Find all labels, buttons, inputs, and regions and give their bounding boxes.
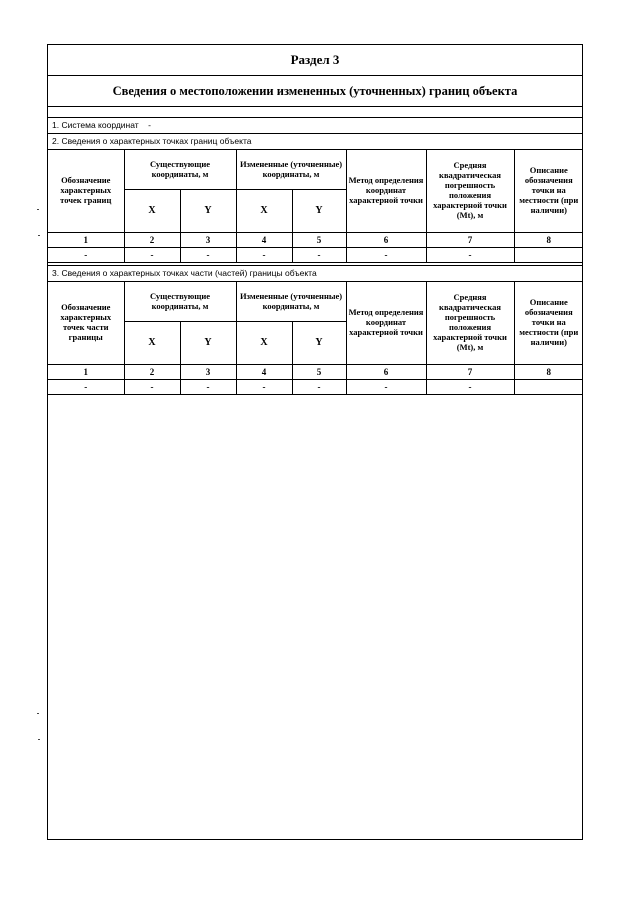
coord-system-label: 1. Система координат [52, 120, 139, 130]
header-method: Метод определения координат характерной точки [346, 149, 426, 232]
table-cell: - [124, 379, 180, 394]
table-cell [514, 379, 583, 394]
header-changed-x: X [236, 189, 292, 232]
col-number: 6 [346, 232, 426, 247]
col-number: 1 [48, 232, 124, 247]
table-cell: - [48, 247, 124, 262]
scan-speck [37, 713, 39, 714]
header-error: Средняя квадратическая погрешность положения характерной точки (Mt), м [426, 281, 514, 364]
section-title: Раздел 3 [48, 45, 582, 76]
col-number: 2 [124, 232, 180, 247]
header-existing: Существующие координаты, м [124, 281, 236, 321]
table1-caption: 2. Сведения о характерных точках границ объекта [48, 133, 582, 150]
table-cell: - [124, 247, 180, 262]
header-changed-y: Y [292, 321, 346, 364]
col-number: 3 [180, 364, 236, 379]
header-designation: Обозначение характерных точек части границы [48, 281, 124, 364]
header-existing-x: X [124, 189, 180, 232]
coord-system-line [48, 117, 582, 134]
table-cell: - [180, 379, 236, 394]
header-error: Средняя квадратическая погрешность положения характерной точки (Mt), м [426, 149, 514, 232]
table-cell: - [426, 247, 514, 262]
col-number: 8 [514, 364, 583, 379]
header-changed-y: Y [292, 189, 346, 232]
header-designation: Обозначение характерных точек границ [48, 149, 124, 232]
header-changed: Измененные (уточненные) координаты, м [236, 281, 346, 321]
part-boundary-points-table [48, 281, 583, 395]
col-number: 7 [426, 364, 514, 379]
header-existing-x: X [124, 321, 180, 364]
col-number: 4 [236, 232, 292, 247]
table-cell: - [346, 379, 426, 394]
col-number: 7 [426, 232, 514, 247]
table-row [48, 379, 583, 394]
scan-speck [37, 209, 39, 210]
column-numbers-row [48, 232, 583, 247]
scan-speck [38, 739, 40, 740]
header-description: Описание обозначения точки на местности (при наличии) [514, 149, 583, 232]
header-changed-x: X [236, 321, 292, 364]
boundary-points-table [48, 149, 583, 263]
col-number: 3 [180, 232, 236, 247]
scan-speck [38, 235, 40, 236]
col-number: 5 [292, 364, 346, 379]
table-cell [514, 247, 583, 262]
col-number: 5 [292, 232, 346, 247]
section-subtitle: Сведения о местоположении измененных (уточненных) границ объекта [48, 76, 582, 107]
table-row [48, 247, 583, 262]
header-existing-y: Y [180, 189, 236, 232]
col-number: 1 [48, 364, 124, 379]
header-existing-y: Y [180, 321, 236, 364]
table-cell: - [426, 379, 514, 394]
table-cell: - [180, 247, 236, 262]
table-cell: - [292, 247, 346, 262]
col-number: 2 [124, 364, 180, 379]
coord-system-value: - [148, 120, 152, 130]
table-cell: - [292, 379, 346, 394]
col-number: 6 [346, 364, 426, 379]
column-numbers-row [48, 364, 583, 379]
document-frame [47, 44, 583, 840]
col-number: 8 [514, 232, 583, 247]
table-cell: - [236, 247, 292, 262]
col-number: 4 [236, 364, 292, 379]
table-cell: - [346, 247, 426, 262]
table-cell: - [48, 379, 124, 394]
header-changed: Измененные (уточненные) координаты, м [236, 149, 346, 189]
table2-caption: 3. Сведения о характерных точках части (частей) границы объекта [48, 265, 582, 282]
header-description: Описание обозначения точки на местности (при наличии) [514, 281, 583, 364]
header-existing: Существующие координаты, м [124, 149, 236, 189]
table-cell: - [236, 379, 292, 394]
header-method: Метод определения координат характерной точки [346, 281, 426, 364]
